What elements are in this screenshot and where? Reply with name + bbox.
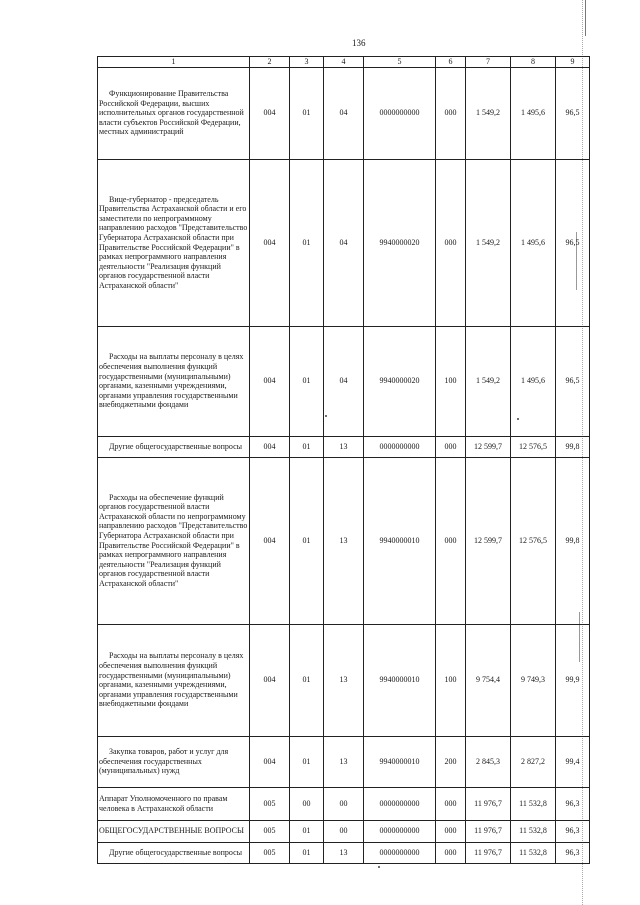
csr-cell: 0000000000 [364,820,436,842]
header-cell: 6 [436,57,466,68]
percent-cell: 96,5 [556,67,590,159]
pr-cell: 13 [324,457,364,624]
pr-cell: 04 [324,159,364,326]
vr-cell: 100 [436,624,466,736]
row-name: Функционирование Правительства Российской Федерации, высших исполнительных органов государственной власти субъектов Российской Федерации, местных администраций [98,67,250,159]
pr-cell: 13 [324,624,364,736]
ved-cell: 004 [250,736,290,787]
percent-cell: 96,3 [556,820,590,842]
csr-cell: 0000000000 [364,842,436,863]
csr-cell: 0000000000 [364,787,436,820]
pr-cell: 13 [324,842,364,863]
rz-cell: 01 [290,842,324,863]
plan-cell: 2 845,3 [466,736,511,787]
fact-cell: 12 576,5 [511,436,556,457]
vr-cell: 200 [436,736,466,787]
vr-cell: 000 [436,67,466,159]
fact-cell: 1 495,6 [511,67,556,159]
pr-cell: 04 [324,67,364,159]
table-row [98,787,590,820]
percent-cell: 99,9 [556,624,590,736]
csr-cell: 0000000000 [364,67,436,159]
table-row [98,326,590,436]
fact-cell: 11 532,8 [511,820,556,842]
header-row [98,57,590,68]
ved-cell: 005 [250,842,290,863]
row-name: Расходы на выплаты персоналу в целях обеспечения выполнения функций государственными (муниципальными) органами, казенными учреждениями, органами управления государственными внебюджетными фондами [98,326,250,436]
plan-cell: 1 549,2 [466,326,511,436]
plan-cell: 12 599,7 [466,436,511,457]
vr-cell: 100 [436,326,466,436]
rz-cell: 01 [290,457,324,624]
header-cell: 9 [556,57,590,68]
rz-cell: 01 [290,67,324,159]
header-cell: 2 [250,57,290,68]
plan-cell: 11 976,7 [466,820,511,842]
pr-cell: 04 [324,326,364,436]
plan-cell: 11 976,7 [466,787,511,820]
fact-cell: 9 749,3 [511,624,556,736]
row-name: Аппарат Уполномоченного по правам человека в Астраханской области [98,787,250,820]
vr-cell: 000 [436,457,466,624]
plan-cell: 12 599,7 [466,457,511,624]
pr-cell: 00 [324,820,364,842]
fact-cell: 1 495,6 [511,159,556,326]
row-name: Закупка товаров, работ и услуг для обеспечения государственных (муниципальных) нужд [98,736,250,787]
pr-cell: 13 [324,736,364,787]
rz-cell: 01 [290,820,324,842]
rz-cell: 01 [290,736,324,787]
rz-cell: 01 [290,326,324,436]
fact-cell: 11 532,8 [511,842,556,863]
header-cell: 7 [466,57,511,68]
fact-cell: 12 576,5 [511,457,556,624]
header-cell: 4 [324,57,364,68]
table-row [98,436,590,457]
table-row [98,457,590,624]
ved-cell: 005 [250,787,290,820]
table-row [98,736,590,787]
vr-cell: 000 [436,436,466,457]
fact-cell: 1 495,6 [511,326,556,436]
percent-cell: 96,3 [556,842,590,863]
fact-cell: 11 532,8 [511,787,556,820]
vr-cell: 000 [436,842,466,863]
budget-table [97,56,590,864]
percent-cell: 96,3 [556,787,590,820]
row-name: Расходы на обеспечение функций органов государственной власти Астраханской области по непрограммному направлению расходов "Представительство Губернатора Астраханской области при Правительстве Российской Федерации" в рамках непрограммного направления деятельности "Реализация функций органов государственной власти Астраханской области" [98,457,250,624]
pr-cell: 13 [324,436,364,457]
scan-speck [378,866,380,868]
row-name: ОБЩЕГОСУДАРСТВЕННЫЕ ВОПРОСЫ [98,820,250,842]
rz-cell: 01 [290,624,324,736]
csr-cell: 9940000020 [364,159,436,326]
csr-cell: 9940000020 [364,326,436,436]
ved-cell: 004 [250,436,290,457]
percent-cell: 99,8 [556,436,590,457]
vr-cell: 000 [436,820,466,842]
percent-cell: 99,8 [556,457,590,624]
percent-cell: 96,5 [556,159,590,326]
percent-cell: 99,4 [556,736,590,787]
ved-cell: 005 [250,820,290,842]
table-row [98,67,590,159]
ved-cell: 004 [250,67,290,159]
row-name: Другие общегосударственные вопросы [98,842,250,863]
header-cell: 3 [290,57,324,68]
pr-cell: 00 [324,787,364,820]
ved-cell: 004 [250,457,290,624]
row-name: Расходы на выплаты персоналу в целях обеспечения выполнения функций государственными (муниципальными) органами, казенными учреждениями, органами управления государственными внебюджетными фондами [98,624,250,736]
table-row [98,842,590,863]
header-cell: 1 [98,57,250,68]
header-cell: 5 [364,57,436,68]
ved-cell: 004 [250,624,290,736]
table-row [98,624,590,736]
percent-cell: 96,5 [556,326,590,436]
plan-cell: 9 754,4 [466,624,511,736]
vr-cell: 000 [436,787,466,820]
row-name: Вице-губернатор - председатель Правительства Астраханской области и его заместители по непрограммному направлению расходов "Представительство Губернатора Астраханской области при Правительстве Российской Федерации" в рамках непрограммного направления деятельности "Реализация функций органов государственной власти Астраханской области" [98,159,250,326]
header-cell: 8 [511,57,556,68]
rz-cell: 01 [290,436,324,457]
rz-cell: 00 [290,787,324,820]
row-name: Другие общегосударственные вопросы [98,436,250,457]
csr-cell: 9940000010 [364,624,436,736]
plan-cell: 1 549,2 [466,67,511,159]
fact-cell: 2 827,2 [511,736,556,787]
ved-cell: 004 [250,326,290,436]
csr-cell: 9940000010 [364,736,436,787]
rz-cell: 01 [290,159,324,326]
table-row [98,820,590,842]
plan-cell: 11 976,7 [466,842,511,863]
vr-cell: 000 [436,159,466,326]
ved-cell: 004 [250,159,290,326]
csr-cell: 9940000010 [364,457,436,624]
csr-cell: 0000000000 [364,436,436,457]
plan-cell: 1 549,2 [466,159,511,326]
table-row [98,159,590,326]
scan-mark [585,0,586,36]
page-number: 136 [352,38,366,48]
